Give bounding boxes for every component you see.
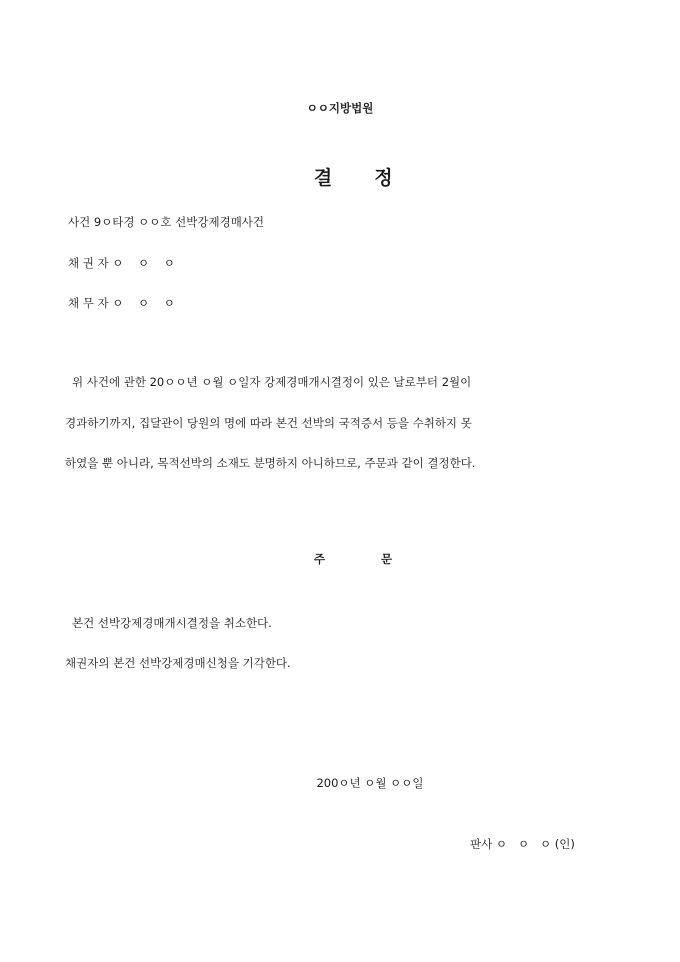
reason-line-3: 하였을 뿐 아니라, 목적선박의 소재도 분명하지 아니하므로, 주문과 같이 결정한다. bbox=[65, 456, 476, 470]
decision-date: 200ㅇ년 ㅇ월 ㅇㅇ일 bbox=[316, 776, 424, 790]
case-line: 사건 9ㅇ타경 ㅇㅇ호 선박강제경매사건 bbox=[68, 215, 265, 229]
creditor-line: 채 권 자 ㅇ ㅇ ㅇ bbox=[68, 256, 175, 270]
document-title bbox=[0, 142, 680, 214]
reason-line-1: 위 사건에 관한 20ㅇㅇ년 ㅇ월 ㅇ일자 강제경매개시결정이 있은 날로부터 2월이 bbox=[72, 375, 472, 389]
court-name: ㅇㅇ지방법원 bbox=[306, 101, 374, 115]
order-line-1: 본건 선박강제경매개시결정을 취소한다. bbox=[72, 616, 272, 630]
title-char-2: 정 bbox=[374, 167, 393, 189]
main-order-heading bbox=[0, 535, 680, 583]
title-char-1: 결 bbox=[313, 167, 333, 189]
judge-signature: 판사 ㅇ ㅇ ㅇ (인) bbox=[470, 837, 575, 851]
main-heading-char-1: 주 bbox=[313, 552, 325, 566]
order-line-2: 채권자의 본건 선박강제경매신청을 기각한다. bbox=[65, 656, 291, 670]
debtor-line: 채 무 자 ㅇ ㅇ ㅇ bbox=[68, 296, 175, 310]
reason-line-2: 경과하기까지, 집달관이 당원의 명에 따라 본건 선박의 국적증서 등을 수취하지 못 bbox=[65, 416, 472, 430]
main-heading-char-2: 문 bbox=[381, 552, 393, 566]
